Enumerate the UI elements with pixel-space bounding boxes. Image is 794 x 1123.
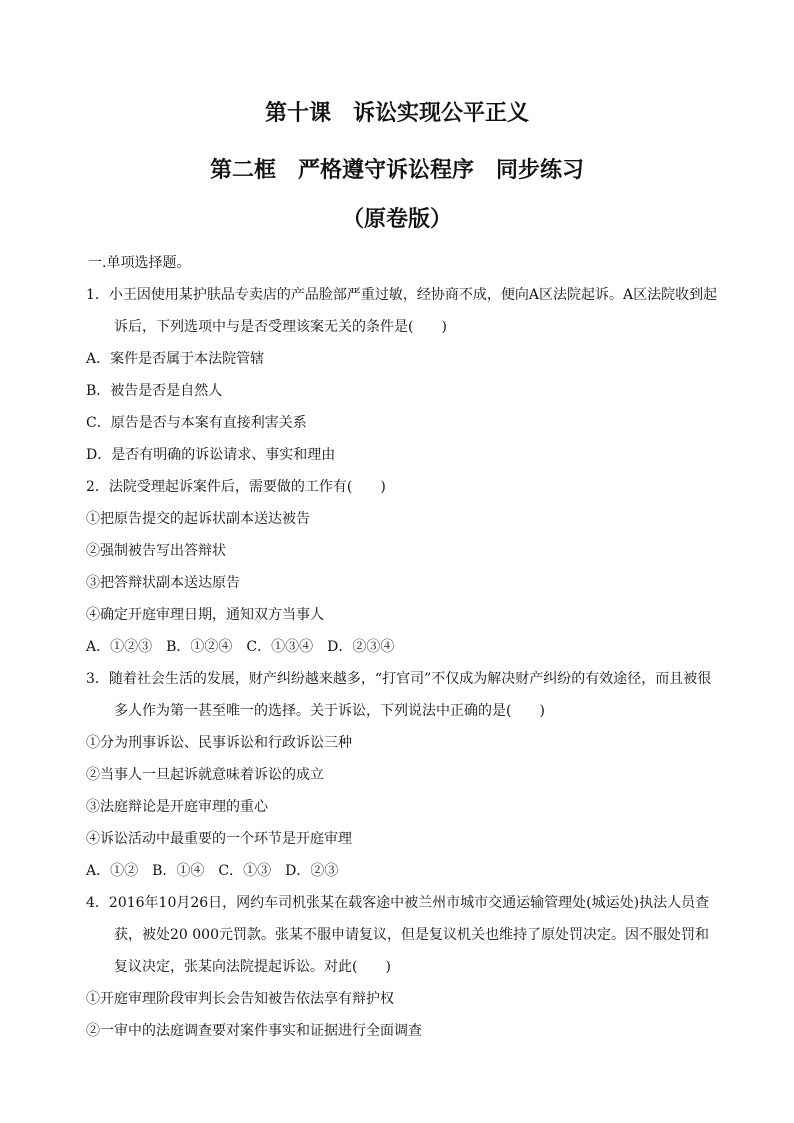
statement-2: ②一审中的法庭调查要对案件事实和证据进行全面调查 — [86, 1023, 422, 1039]
option-a: A．案件是否属于本法院管辖 — [86, 351, 265, 367]
option-d: D．是否有明确的诉讼请求、事实和理由 — [86, 447, 336, 463]
question-stem: 3．随着社会生活的发展，财产纠纷越来越多，“打官司”不仅成为解决财产纠纷的有效途径，而且被很多人作为第一甚至唯一的选择。关于诉讼，下列说法中正确的是( ) — [86, 671, 712, 719]
statement-3: ③把答辩状副本送达原告 — [86, 575, 240, 591]
question-4 — [72, 887, 722, 1047]
option-c: C．原告是否与本案有直接利害关系 — [86, 415, 307, 431]
statement-2: ②当事人一旦起诉就意味着诉讼的成立 — [86, 767, 324, 783]
statement-2: ②强制被告写出答辩状 — [86, 543, 226, 559]
statement-1: ①开庭审理阶段审判长会告知被告依法享有辩护权 — [86, 991, 394, 1007]
question-stem: 2．法院受理起诉案件后，需要做的工作有( ) — [86, 479, 386, 495]
statement-1: ①分为刑事诉讼、民事诉讼和行政诉讼三种 — [86, 735, 352, 751]
answer-choices: A．①②③ B．①②④ C．①③④ D．②③④ — [86, 639, 395, 655]
statement-4: ④诉讼活动中最重要的一个环节是开庭审理 — [86, 831, 352, 847]
edition-label: （原卷版） — [341, 206, 452, 232]
question-stem: 4．2016年10月26日，网约车司机张某在载客途中被兰州市城市交通运输管理处(城运处)执法人员查获，被处20 000元罚款。张某不服申请复议，但是复议机关也维持了原处罚决定。因不服处罚和复议决定，张某向法院提起诉讼。对此( ) — [86, 895, 710, 975]
statement-1: ①把原告提交的起诉状副本送达被告 — [86, 511, 310, 527]
page-title: 第十课 诉讼实现公平正义 — [264, 100, 529, 126]
section-heading: 一.单项选择题。 — [88, 255, 191, 271]
page-subtitle: 第二框 严格遵守诉讼程序 同步练习 — [209, 157, 584, 183]
question-2 — [72, 471, 722, 663]
option-b: B．被告是否是自然人 — [86, 383, 223, 399]
question-1 — [72, 279, 722, 471]
answer-choices: A．①② B．①④ C．①③ D．②③ — [86, 863, 339, 879]
statement-3: ③法庭辩论是开庭审理的重心 — [86, 799, 268, 815]
statement-4: ④确定开庭审理日期，通知双方当事人 — [86, 607, 324, 623]
question-3 — [72, 663, 722, 887]
question-stem: 1．小王因使用某护肤品专卖店的产品脸部严重过敏，经协商不成，便向A区法院起诉。A区法院收到起诉后，下列选项中与是否受理该案无关的条件是( ) — [86, 287, 718, 335]
